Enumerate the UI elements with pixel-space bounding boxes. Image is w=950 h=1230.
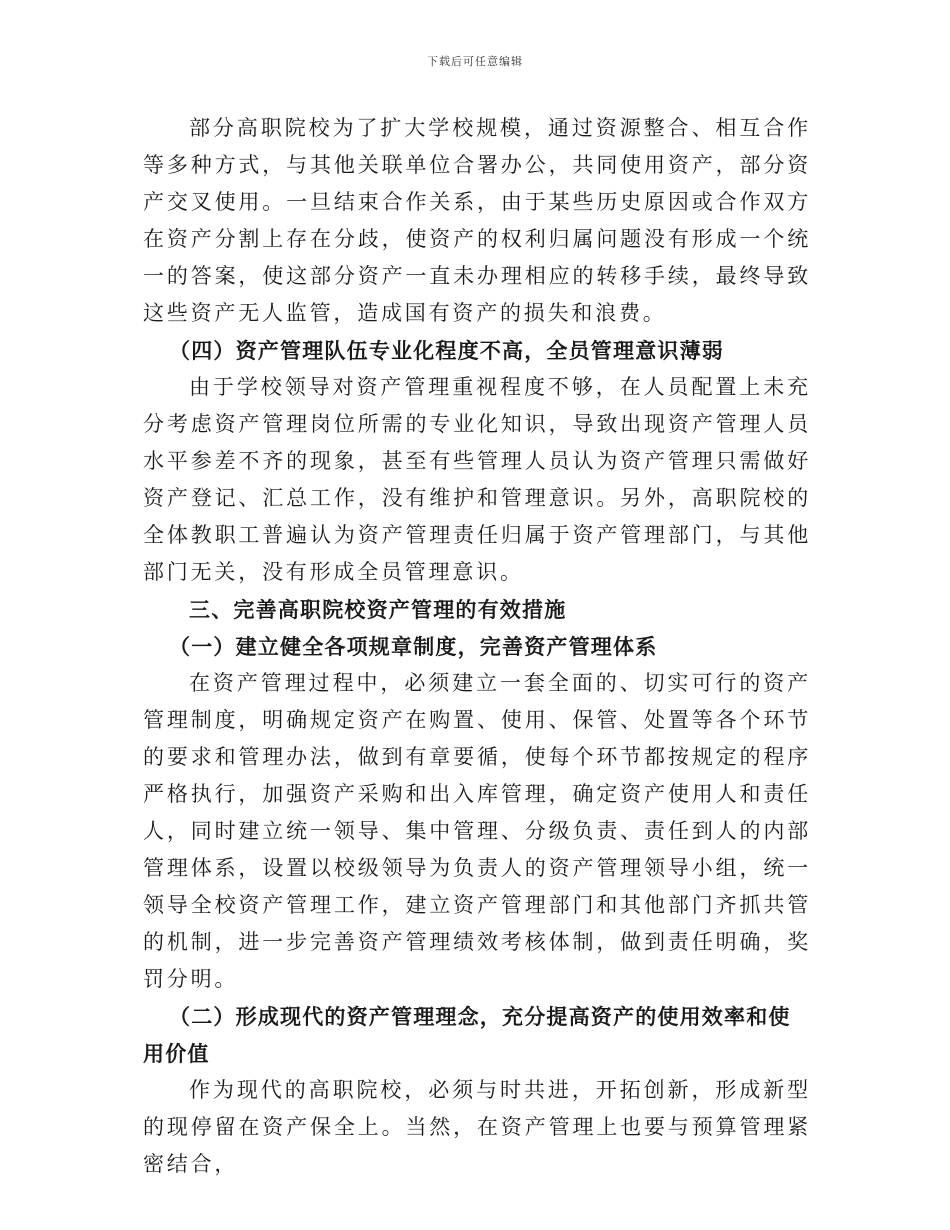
paragraph-regulations: 在资产管理过程中，必须建立一套全面的、切实可行的资产管理制度，明确规定资产在购置、使用、保管、处置等各个环节的要求和管理办法，做到有章要循，使每个环节都按规定的程序严格执行，加强资产采购和出入库管理，确定资产使用人和责任人，同时建立统一领导、集中管理、分级负责、责任到人的内部管理体系，设置以校级领导为负责人的资产管理领导小组，统一领导全校资产管理工作，建立资产管理部门和其他部门齐抓共管的机制，进一步完善资产管理绩效考核体制，做到责任明确，奖罚分明。 [143, 671, 811, 991]
subheading-measure-2: （二）形成现代的资产管理理念，充分提高资产的使用效率和使用价值 [143, 1004, 791, 1066]
subheading-section-4: （四）资产管理队伍专业化程度不高，全员管理意识薄弱 [169, 338, 724, 363]
document-body [143, 110, 811, 1183]
paragraph-shared-assets: 部分高职院校为了扩大学校规模，通过资源整合、相互合作等多种方式，与其他关联单位合署办公，共同使用资产，部分资产交叉使用。一旦结束合作关系，由于某些历史原因或合作双方在资产分割上存在分歧，使资产的权利归属问题没有形成一个统一的答案，使这部分资产一直未办理相应的转移手续，最终导致这些资产无人监管，造成国有资产的损失和浪费。 [143, 116, 811, 325]
page-header-note: 下载后可任意编辑 [427, 55, 523, 68]
heading-part-3: 三、完善高职院校资产管理的有效措施 [189, 597, 567, 622]
paragraph-staff-awareness: 由于学校领导对资产管理重视程度不够，在人员配置上未充分考虑资产管理岗位所需的专业化知识，导致出现资产管理人员水平参差不齐的现象，甚至有些管理人员认为资产管理只需做好资产登记、汇总工作，没有维护和管理意识。另外，高职院校的全体教职工普遍认为资产管理责任归属于资产管理部门，与其他部门无关，没有形成全员管理意识。 [143, 375, 811, 584]
subheading-measure-1: （一）建立健全各项规章制度，完善资产管理体系 [169, 634, 658, 659]
paragraph-modern-concept: 作为现代的高职院校，必须与时共进，开拓创新，形成新型的现停留在资产保全上。当然，在资产管理上也要与预算管理紧密结合， [143, 1078, 811, 1176]
